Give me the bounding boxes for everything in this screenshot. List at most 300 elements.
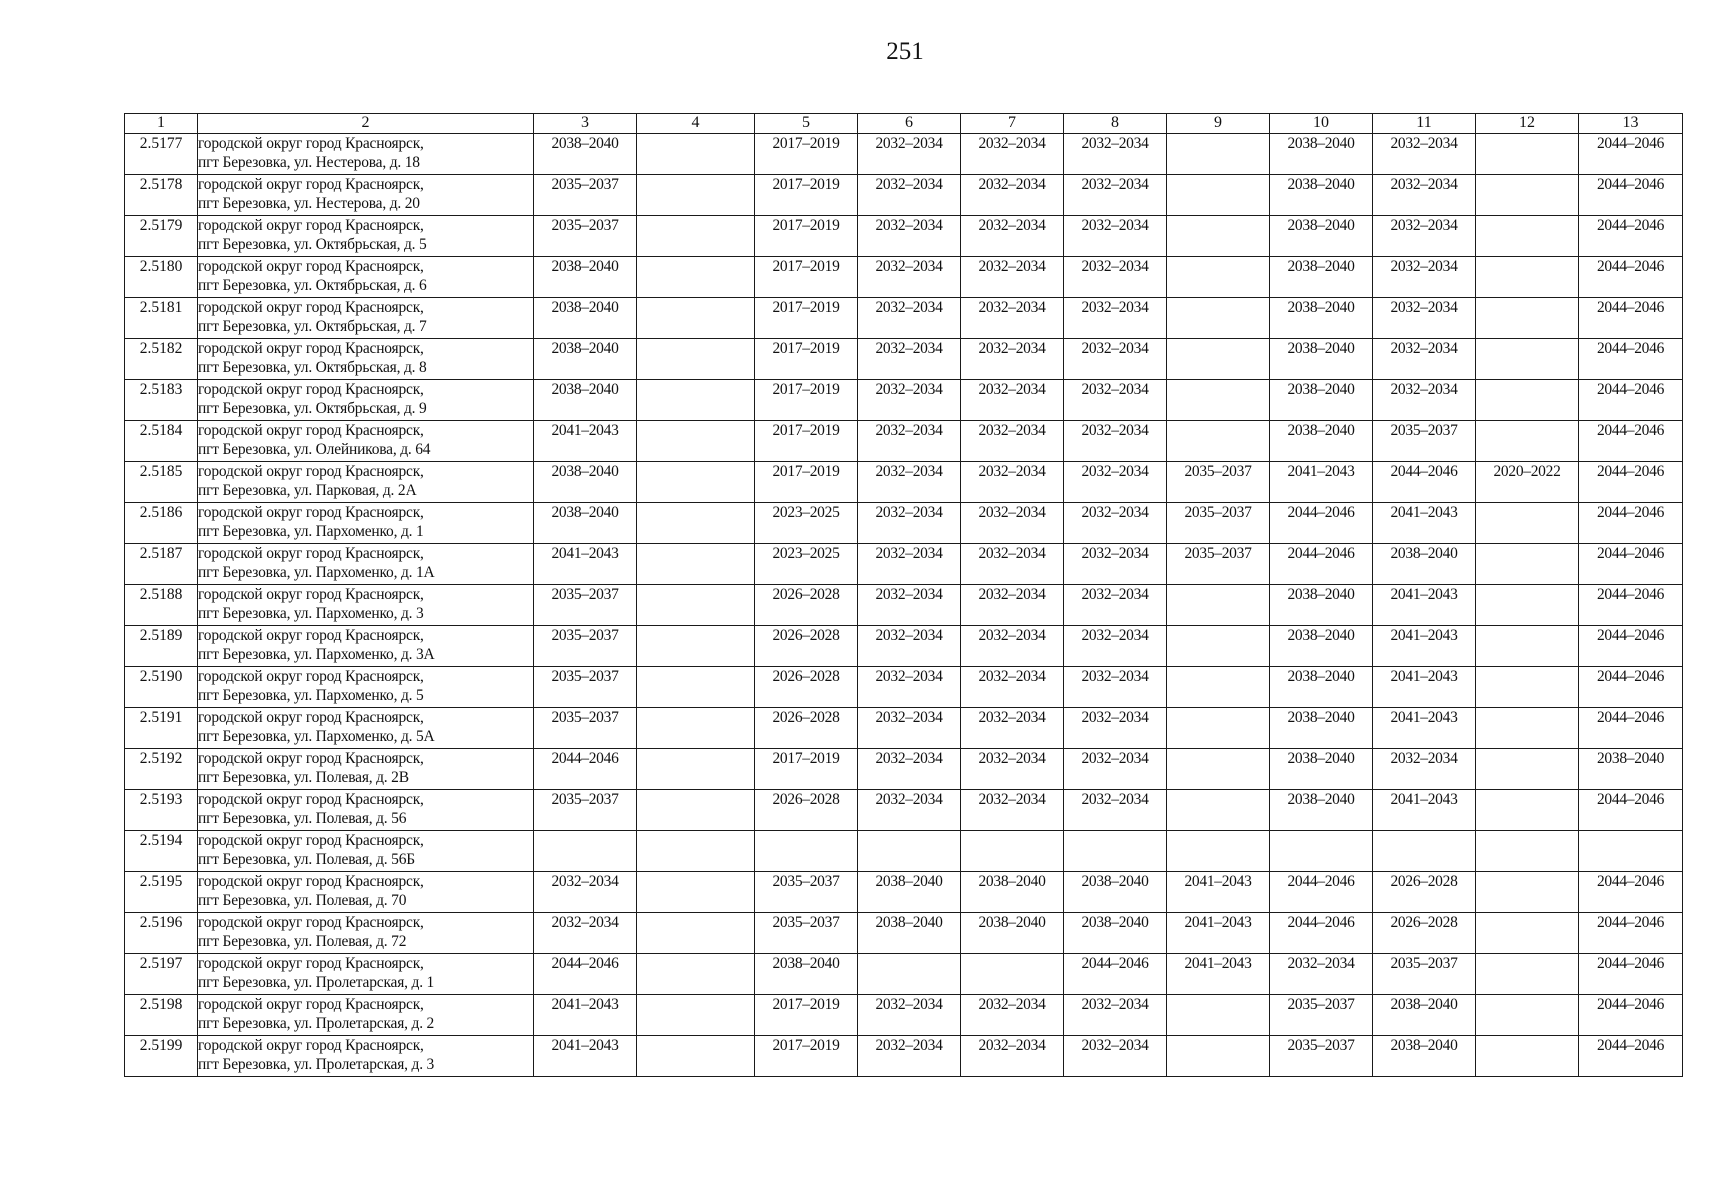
address-line-street: пгт Березовка, ул. Пархоменко, д. 5 (198, 687, 424, 704)
period-cell-col-13: 2044–2046 (1579, 134, 1683, 175)
period-cell-col-12 (1476, 585, 1579, 626)
period-cell-col-11: 2032–2034 (1373, 134, 1476, 175)
period-cell-col-10: 2038–2040 (1270, 257, 1373, 298)
period-cell-col-7: 2032–2034 (961, 626, 1064, 667)
table-row (125, 462, 1683, 503)
address-line-street: пгт Березовка, ул. Пархоменко, д. 5А (198, 728, 435, 745)
period-cell-col-10 (1270, 831, 1373, 872)
period-cell-col-11: 2026–2028 (1373, 872, 1476, 913)
period-cell-col-4 (637, 257, 755, 298)
table-row (125, 175, 1683, 216)
address-cell (198, 1036, 534, 1077)
period-cell-col-6: 2032–2034 (858, 749, 961, 790)
period-cell-col-4 (637, 421, 755, 462)
period-cell-col-4 (637, 626, 755, 667)
period-cell-col-7: 2032–2034 (961, 667, 1064, 708)
period-cell-col-4 (637, 831, 755, 872)
period-cell-col-12 (1476, 626, 1579, 667)
period-cell-col-12 (1476, 298, 1579, 339)
address-line-street: пгт Березовка, ул. Пролетарская, д. 2 (198, 1015, 435, 1032)
period-cell-col-6: 2032–2034 (858, 175, 961, 216)
table-row (125, 585, 1683, 626)
period-cell-col-9 (1167, 421, 1270, 462)
period-cell-col-3: 2038–2040 (534, 257, 637, 298)
period-cell-col-3: 2041–2043 (534, 544, 637, 585)
period-cell-col-7: 2032–2034 (961, 1036, 1064, 1077)
table-row (125, 421, 1683, 462)
period-cell-col-3: 2038–2040 (534, 298, 637, 339)
period-cell-col-10: 2044–2046 (1270, 544, 1373, 585)
address-line-street: пгт Березовка, ул. Пархоменко, д. 3А (198, 646, 435, 663)
period-cell-col-7: 2038–2040 (961, 872, 1064, 913)
address-cell (198, 749, 534, 790)
period-cell-col-7: 2032–2034 (961, 503, 1064, 544)
column-header: 7 (961, 114, 1064, 134)
period-cell-col-4 (637, 749, 755, 790)
period-cell-col-6: 2032–2034 (858, 544, 961, 585)
address-line-district: городской округ город Красноярск, (198, 299, 424, 316)
address-line-district: городской округ город Красноярск, (198, 709, 424, 726)
period-cell-col-6: 2032–2034 (858, 462, 961, 503)
period-cell-col-4 (637, 913, 755, 954)
period-cell-col-3: 2038–2040 (534, 503, 637, 544)
period-cell-col-5: 2017–2019 (755, 257, 858, 298)
table-body (125, 134, 1683, 1077)
period-cell-col-5: 2017–2019 (755, 175, 858, 216)
period-cell-col-5: 2035–2037 (755, 872, 858, 913)
address-line-street: пгт Березовка, ул. Нестерова, д. 20 (198, 195, 420, 212)
period-cell-col-10: 2041–2043 (1270, 462, 1373, 503)
address-line-street: пгт Березовка, ул. Парковая, д. 2А (198, 482, 417, 499)
period-cell-col-11: 2032–2034 (1373, 749, 1476, 790)
period-cell-col-13: 2044–2046 (1579, 298, 1683, 339)
period-cell-col-6: 2038–2040 (858, 872, 961, 913)
address-line-street: пгт Березовка, ул. Нестерова, д. 18 (198, 154, 420, 171)
address-cell (198, 134, 534, 175)
row-number-cell: 2.5190 (125, 667, 198, 708)
period-cell-col-8: 2032–2034 (1064, 749, 1167, 790)
period-cell-col-3: 2041–2043 (534, 1036, 637, 1077)
period-cell-col-10: 2044–2046 (1270, 872, 1373, 913)
period-cell-col-5: 2017–2019 (755, 995, 858, 1036)
period-cell-col-3: 2041–2043 (534, 421, 637, 462)
period-cell-col-13 (1579, 831, 1683, 872)
period-cell-col-5: 2026–2028 (755, 667, 858, 708)
table-row (125, 954, 1683, 995)
period-cell-col-6: 2032–2034 (858, 585, 961, 626)
period-cell-col-11: 2044–2046 (1373, 462, 1476, 503)
address-line-district: городской округ город Красноярск, (198, 381, 424, 398)
period-cell-col-11: 2038–2040 (1373, 544, 1476, 585)
period-cell-col-12 (1476, 421, 1579, 462)
period-cell-col-12 (1476, 380, 1579, 421)
period-cell-col-10: 2038–2040 (1270, 667, 1373, 708)
address-line-district: городской округ город Красноярск, (198, 545, 424, 562)
period-cell-col-7: 2032–2034 (961, 585, 1064, 626)
address-line-street: пгт Березовка, ул. Полевая, д. 70 (198, 892, 407, 909)
period-cell-col-12 (1476, 708, 1579, 749)
period-cell-col-6: 2032–2034 (858, 995, 961, 1036)
period-cell-col-5: 2017–2019 (755, 216, 858, 257)
address-line-street: пгт Березовка, ул. Октябрьская, д. 7 (198, 318, 427, 335)
period-cell-col-12 (1476, 913, 1579, 954)
period-cell-col-10: 2038–2040 (1270, 216, 1373, 257)
period-cell-col-6 (858, 954, 961, 995)
period-cell-col-9 (1167, 749, 1270, 790)
period-cell-col-4 (637, 708, 755, 749)
period-cell-col-9 (1167, 790, 1270, 831)
period-cell-col-7: 2032–2034 (961, 462, 1064, 503)
period-cell-col-11: 2032–2034 (1373, 380, 1476, 421)
period-cell-col-6: 2032–2034 (858, 380, 961, 421)
address-line-street: пгт Березовка, ул. Октябрьская, д. 8 (198, 359, 427, 376)
register-table (124, 113, 1683, 1077)
address-line-street: пгт Березовка, ул. Олейникова, д. 64 (198, 441, 431, 458)
period-cell-col-8: 2032–2034 (1064, 462, 1167, 503)
period-cell-col-13: 2044–2046 (1579, 913, 1683, 954)
page-number: 251 (886, 38, 924, 65)
period-cell-col-11: 2041–2043 (1373, 667, 1476, 708)
address-line-district: городской округ город Красноярск, (198, 873, 424, 890)
table-row (125, 257, 1683, 298)
column-header: 13 (1579, 114, 1683, 134)
period-cell-col-10: 2044–2046 (1270, 503, 1373, 544)
period-cell-col-4 (637, 298, 755, 339)
address-line-district: городской округ город Красноярск, (198, 791, 424, 808)
period-cell-col-9 (1167, 995, 1270, 1036)
period-cell-col-6: 2032–2034 (858, 421, 961, 462)
period-cell-col-9 (1167, 298, 1270, 339)
address-line-street: пгт Березовка, ул. Пархоменко, д. 3 (198, 605, 424, 622)
period-cell-col-5: 2017–2019 (755, 134, 858, 175)
period-cell-col-6: 2032–2034 (858, 1036, 961, 1077)
period-cell-col-4 (637, 175, 755, 216)
period-cell-col-11: 2032–2034 (1373, 298, 1476, 339)
address-line-street: пгт Березовка, ул. Полевая, д. 72 (198, 933, 407, 950)
row-number-cell: 2.5188 (125, 585, 198, 626)
period-cell-col-3: 2035–2037 (534, 790, 637, 831)
period-cell-col-10: 2044–2046 (1270, 913, 1373, 954)
period-cell-col-10: 2038–2040 (1270, 380, 1373, 421)
address-line-district: городской округ город Красноярск, (198, 463, 424, 480)
column-header: 8 (1064, 114, 1167, 134)
period-cell-col-12 (1476, 339, 1579, 380)
period-cell-col-11 (1373, 831, 1476, 872)
period-cell-col-5: 2017–2019 (755, 749, 858, 790)
table-row (125, 134, 1683, 175)
period-cell-col-12 (1476, 749, 1579, 790)
address-line-street: пгт Березовка, ул. Полевая, д. 2В (198, 769, 409, 786)
period-cell-col-5 (755, 831, 858, 872)
period-cell-col-11: 2041–2043 (1373, 790, 1476, 831)
period-cell-col-5: 2017–2019 (755, 462, 858, 503)
period-cell-col-3: 2032–2034 (534, 872, 637, 913)
period-cell-col-6: 2032–2034 (858, 503, 961, 544)
period-cell-col-4 (637, 339, 755, 380)
table-row (125, 872, 1683, 913)
period-cell-col-4 (637, 544, 755, 585)
period-cell-col-11: 2035–2037 (1373, 954, 1476, 995)
table-row (125, 667, 1683, 708)
period-cell-col-4 (637, 872, 755, 913)
row-number-cell: 2.5197 (125, 954, 198, 995)
period-cell-col-6 (858, 831, 961, 872)
period-cell-col-12 (1476, 544, 1579, 585)
header-row (125, 114, 1683, 134)
period-cell-col-6: 2032–2034 (858, 626, 961, 667)
period-cell-col-12 (1476, 134, 1579, 175)
address-cell (198, 708, 534, 749)
period-cell-col-7: 2032–2034 (961, 544, 1064, 585)
address-cell (198, 380, 534, 421)
period-cell-col-11: 2038–2040 (1373, 995, 1476, 1036)
address-line-district: городской округ город Красноярск, (198, 258, 424, 275)
table-row (125, 995, 1683, 1036)
period-cell-col-8: 2032–2034 (1064, 421, 1167, 462)
table-row (125, 380, 1683, 421)
period-cell-col-8: 2032–2034 (1064, 503, 1167, 544)
period-cell-col-7: 2032–2034 (961, 216, 1064, 257)
period-cell-col-13: 2044–2046 (1579, 544, 1683, 585)
period-cell-col-12 (1476, 216, 1579, 257)
period-cell-col-9 (1167, 708, 1270, 749)
period-cell-col-7: 2032–2034 (961, 298, 1064, 339)
period-cell-col-6: 2032–2034 (858, 134, 961, 175)
address-line-district: городской округ город Красноярск, (198, 504, 424, 521)
period-cell-col-12 (1476, 954, 1579, 995)
period-cell-col-13: 2044–2046 (1579, 667, 1683, 708)
address-cell (198, 462, 534, 503)
period-cell-col-5: 2035–2037 (755, 913, 858, 954)
address-line-district: городской округ город Красноярск, (198, 422, 424, 439)
period-cell-col-3: 2038–2040 (534, 134, 637, 175)
period-cell-col-6: 2032–2034 (858, 790, 961, 831)
period-cell-col-12: 2020–2022 (1476, 462, 1579, 503)
period-cell-col-8: 2038–2040 (1064, 872, 1167, 913)
period-cell-col-6: 2032–2034 (858, 667, 961, 708)
period-cell-col-9 (1167, 626, 1270, 667)
period-cell-col-5: 2017–2019 (755, 339, 858, 380)
address-line-district: городской округ город Красноярск, (198, 996, 424, 1013)
period-cell-col-6: 2032–2034 (858, 257, 961, 298)
table-row (125, 790, 1683, 831)
period-cell-col-11: 2041–2043 (1373, 585, 1476, 626)
period-cell-col-8: 2032–2034 (1064, 790, 1167, 831)
address-line-district: городской округ город Красноярск, (198, 176, 424, 193)
period-cell-col-8: 2032–2034 (1064, 339, 1167, 380)
period-cell-col-11: 2041–2043 (1373, 708, 1476, 749)
address-cell (198, 872, 534, 913)
period-cell-col-13: 2044–2046 (1579, 257, 1683, 298)
row-number-cell: 2.5191 (125, 708, 198, 749)
period-cell-col-3: 2035–2037 (534, 626, 637, 667)
period-cell-col-12 (1476, 175, 1579, 216)
period-cell-col-4 (637, 667, 755, 708)
address-line-district: городской округ город Красноярск, (198, 750, 424, 767)
period-cell-col-8: 2044–2046 (1064, 954, 1167, 995)
period-cell-col-12 (1476, 667, 1579, 708)
row-number-cell: 2.5187 (125, 544, 198, 585)
address-line-district: городской округ город Красноярск, (198, 217, 424, 234)
row-number-cell: 2.5196 (125, 913, 198, 954)
column-header: 3 (534, 114, 637, 134)
table-row (125, 626, 1683, 667)
period-cell-col-9: 2035–2037 (1167, 544, 1270, 585)
address-cell (198, 831, 534, 872)
row-number-cell: 2.5193 (125, 790, 198, 831)
period-cell-col-9: 2041–2043 (1167, 872, 1270, 913)
period-cell-col-11: 2041–2043 (1373, 503, 1476, 544)
period-cell-col-7: 2032–2034 (961, 134, 1064, 175)
period-cell-col-9 (1167, 134, 1270, 175)
address-line-street: пгт Березовка, ул. Пролетарская, д. 3 (198, 1056, 435, 1073)
period-cell-col-5: 2017–2019 (755, 1036, 858, 1077)
period-cell-col-13: 2044–2046 (1579, 380, 1683, 421)
period-cell-col-8: 2032–2034 (1064, 995, 1167, 1036)
period-cell-col-8: 2032–2034 (1064, 216, 1167, 257)
table-row (125, 298, 1683, 339)
period-cell-col-9: 2041–2043 (1167, 954, 1270, 995)
address-line-district: городской округ город Красноярск, (198, 832, 424, 849)
address-cell (198, 995, 534, 1036)
period-cell-col-9: 2035–2037 (1167, 503, 1270, 544)
period-cell-col-9: 2035–2037 (1167, 462, 1270, 503)
period-cell-col-11: 2032–2034 (1373, 175, 1476, 216)
period-cell-col-13: 2044–2046 (1579, 585, 1683, 626)
table-row (125, 749, 1683, 790)
period-cell-col-3: 2038–2040 (534, 462, 637, 503)
address-cell (198, 954, 534, 995)
address-line-district: городской округ город Красноярск, (198, 340, 424, 357)
address-line-district: городской округ город Красноярск, (198, 1037, 424, 1054)
period-cell-col-13: 2044–2046 (1579, 872, 1683, 913)
period-cell-col-8: 2032–2034 (1064, 626, 1167, 667)
address-cell (198, 667, 534, 708)
period-cell-col-10: 2038–2040 (1270, 585, 1373, 626)
period-cell-col-3: 2035–2037 (534, 585, 637, 626)
address-line-street: пгт Березовка, ул. Полевая, д. 56 (198, 810, 407, 827)
period-cell-col-10: 2038–2040 (1270, 790, 1373, 831)
address-cell (198, 298, 534, 339)
period-cell-col-6: 2032–2034 (858, 708, 961, 749)
period-cell-col-4 (637, 585, 755, 626)
period-cell-col-7: 2038–2040 (961, 913, 1064, 954)
column-header: 2 (198, 114, 534, 134)
period-cell-col-5: 2023–2025 (755, 544, 858, 585)
period-cell-col-4 (637, 462, 755, 503)
period-cell-col-5: 2017–2019 (755, 298, 858, 339)
period-cell-col-12 (1476, 790, 1579, 831)
period-cell-col-12 (1476, 503, 1579, 544)
period-cell-col-7 (961, 954, 1064, 995)
address-cell (198, 339, 534, 380)
period-cell-col-5: 2026–2028 (755, 626, 858, 667)
period-cell-col-11: 2035–2037 (1373, 421, 1476, 462)
period-cell-col-10: 2038–2040 (1270, 749, 1373, 790)
period-cell-col-9 (1167, 175, 1270, 216)
period-cell-col-3: 2044–2046 (534, 954, 637, 995)
period-cell-col-13: 2038–2040 (1579, 749, 1683, 790)
period-cell-col-9 (1167, 667, 1270, 708)
period-cell-col-11: 2041–2043 (1373, 626, 1476, 667)
address-line-street: пгт Березовка, ул. Полевая, д. 56Б (198, 851, 415, 868)
row-number-cell: 2.5182 (125, 339, 198, 380)
period-cell-col-13: 2044–2046 (1579, 503, 1683, 544)
period-cell-col-13: 2044–2046 (1579, 339, 1683, 380)
period-cell-col-3: 2032–2034 (534, 913, 637, 954)
period-cell-col-12 (1476, 257, 1579, 298)
period-cell-col-5: 2017–2019 (755, 421, 858, 462)
period-cell-col-8: 2032–2034 (1064, 708, 1167, 749)
period-cell-col-11: 2032–2034 (1373, 257, 1476, 298)
period-cell-col-13: 2044–2046 (1579, 954, 1683, 995)
address-line-street: пгт Березовка, ул. Октябрьская, д. 5 (198, 236, 427, 253)
table-row (125, 503, 1683, 544)
row-number-cell: 2.5192 (125, 749, 198, 790)
period-cell-col-8: 2032–2034 (1064, 298, 1167, 339)
period-cell-col-12 (1476, 1036, 1579, 1077)
row-number-cell: 2.5184 (125, 421, 198, 462)
period-cell-col-12 (1476, 872, 1579, 913)
period-cell-col-7: 2032–2034 (961, 175, 1064, 216)
address-line-street: пгт Березовка, ул. Октябрьская, д. 9 (198, 400, 427, 417)
period-cell-col-8: 2032–2034 (1064, 667, 1167, 708)
address-line-district: городской округ город Красноярск, (198, 955, 424, 972)
table-row (125, 339, 1683, 380)
period-cell-col-9 (1167, 380, 1270, 421)
period-cell-col-7: 2032–2034 (961, 749, 1064, 790)
column-header: 4 (637, 114, 755, 134)
period-cell-col-13: 2044–2046 (1579, 462, 1683, 503)
period-cell-col-10: 2038–2040 (1270, 421, 1373, 462)
period-cell-col-8 (1064, 831, 1167, 872)
period-cell-col-9 (1167, 339, 1270, 380)
address-cell (198, 175, 534, 216)
period-cell-col-4 (637, 503, 755, 544)
period-cell-col-5: 2017–2019 (755, 380, 858, 421)
row-number-cell: 2.5180 (125, 257, 198, 298)
column-header: 1 (125, 114, 198, 134)
period-cell-col-4 (637, 790, 755, 831)
address-line-street: пгт Березовка, ул. Октябрьская, д. 6 (198, 277, 427, 294)
table-row (125, 913, 1683, 954)
period-cell-col-10: 2038–2040 (1270, 626, 1373, 667)
row-number-cell: 2.5177 (125, 134, 198, 175)
period-cell-col-5: 2026–2028 (755, 790, 858, 831)
period-cell-col-7: 2032–2034 (961, 708, 1064, 749)
period-cell-col-7: 2032–2034 (961, 380, 1064, 421)
period-cell-col-11: 2026–2028 (1373, 913, 1476, 954)
address-line-street: пгт Березовка, ул. Пролетарская, д. 1 (198, 974, 435, 991)
period-cell-col-3: 2035–2037 (534, 216, 637, 257)
period-cell-col-13: 2044–2046 (1579, 421, 1683, 462)
period-cell-col-3: 2041–2043 (534, 995, 637, 1036)
period-cell-col-9: 2041–2043 (1167, 913, 1270, 954)
period-cell-col-3: 2038–2040 (534, 380, 637, 421)
period-cell-col-10: 2038–2040 (1270, 298, 1373, 339)
column-header: 11 (1373, 114, 1476, 134)
period-cell-col-6: 2038–2040 (858, 913, 961, 954)
table-row (125, 544, 1683, 585)
period-cell-col-8: 2032–2034 (1064, 1036, 1167, 1077)
address-cell (198, 913, 534, 954)
period-cell-col-5: 2038–2040 (755, 954, 858, 995)
period-cell-col-10: 2038–2040 (1270, 708, 1373, 749)
period-cell-col-4 (637, 216, 755, 257)
period-cell-col-10: 2035–2037 (1270, 995, 1373, 1036)
table-row (125, 831, 1683, 872)
period-cell-col-3: 2035–2037 (534, 667, 637, 708)
